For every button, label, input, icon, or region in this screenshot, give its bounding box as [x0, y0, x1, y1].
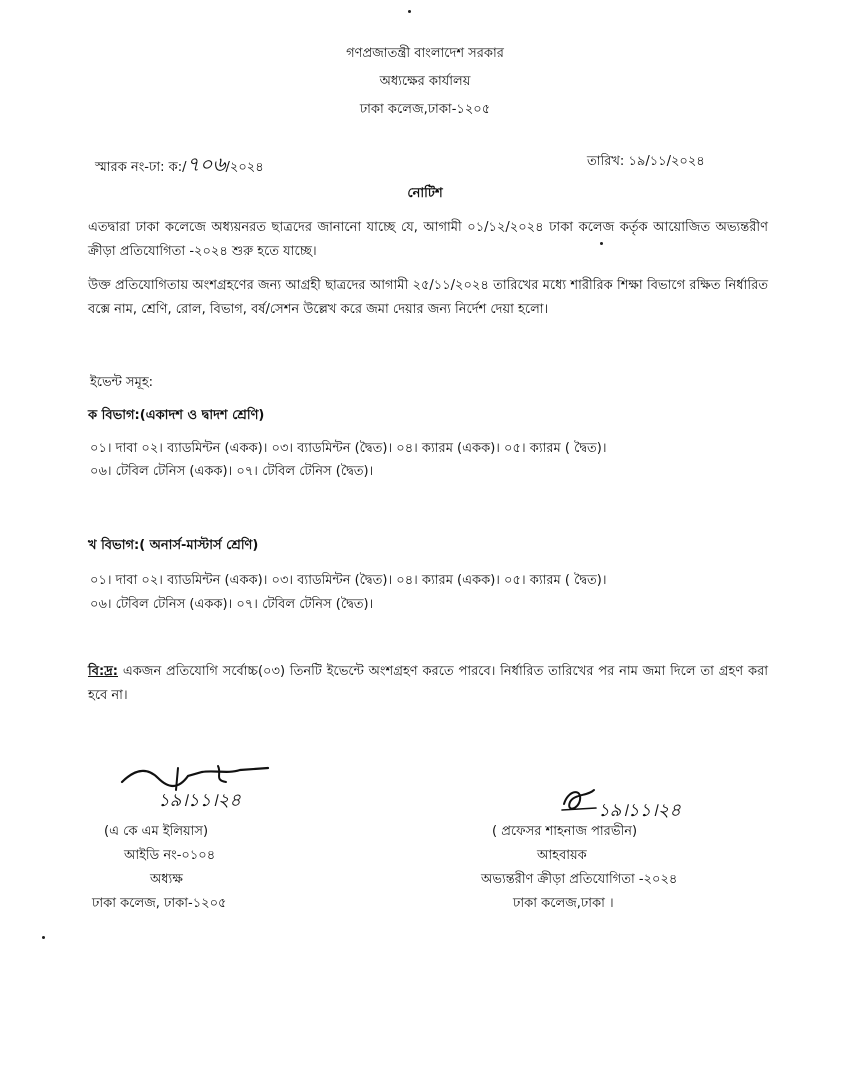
principal-name: (এ কে এম ইলিয়াস) — [104, 824, 209, 839]
memo-ref-suffix: /২০২৪ — [225, 160, 264, 175]
memo-date: তারিখ: ১৯/১১/২০২৪ — [587, 154, 705, 169]
header-government: গণপ্রজাতন্ত্রী বাংলাদেশ সরকার — [346, 46, 504, 61]
notice-paragraph-2: উক্ত প্রতিযোগিতায় অংশগ্রহণের জন্য আগ্রহী ছাত্রদের আগামী ২৫/১১/২০২৪ তারিখের মধ্যে শারীরিক শিক্ষা বিভাগে রক্ষিত নির্ধারিত বক্সে নাম, শ্রেণি, রোল, বিভাগ, বর্ষ/সেশন উল্লেখ করে জমা দেয়ার জন্য নির্দেশ দেয়া হলো। — [88, 278, 768, 317]
scan-speck — [408, 10, 411, 13]
notice-title: নোটিশ — [407, 186, 443, 201]
events-heading: ইভেন্ট সমূহ: — [90, 375, 154, 390]
section-kha-title: খ বিভাগ:( অনার্স-মাস্টার্স শ্রেণি) — [88, 538, 259, 553]
principal-signature-date: ১৯।১১।২৪ — [158, 790, 241, 811]
note-paragraph — [88, 660, 768, 708]
principal-id: আইডি নং-০১০৪ — [124, 848, 216, 863]
section-ka-line-2: ০৬। টেবিল টেনিস (একক)। ০৭। টেবিল টেনিস (দ্বৈত)। — [90, 464, 374, 479]
note-label: বি:দ্র: — [88, 664, 118, 679]
convener-office: ঢাকা কলেজ,ঢাকা । — [513, 896, 614, 911]
principal-office: ঢাকা কলেজ, ঢাকা-১২০৫ — [92, 896, 227, 911]
note-text: একজন প্রতিযোগি সর্বোচ্চ(০৩) তিনটি ইভেন্টে অংশগ্রহণ করতে পারবে। নির্ধারিত তারিখের পর নাম জমা দিলে তা গ্রহণ করা হবে না। — [88, 664, 768, 703]
scan-speck — [600, 242, 603, 245]
header-college: ঢাকা কলেজ,ঢাকা-১২০৫ — [359, 102, 491, 117]
convener-committee: অভ্যন্তরীণ ক্রীড়া প্রতিযোগিতা -২০২৪ — [481, 872, 678, 887]
section-kha-line-2: ০৬। টেবিল টেনিস (একক)। ০৭। টেবিল টেনিস (দ্বৈত)। — [90, 597, 374, 612]
memo-ref-prefix: স্মারক নং-ঢা: ক:/ — [95, 160, 187, 175]
section-kha-line-1: ০১। দাবা ০২। ব্যাডমিন্টন (একক)। ০৩। ব্যাডমিন্টন (দ্বৈত)। ০৪। ক্যারম (একক)। ০৫। ক্যারম ( দ্বৈত)। — [90, 573, 607, 588]
convener-name: ( প্রফেসর শাহনাজ পারভীন) — [492, 824, 638, 839]
header-office: অধ্যক্ষের কার্যালয় — [379, 74, 471, 89]
section-ka-line-1: ০১। দাবা ০২। ব্যাডমিন্টন (একক)। ০৩। ব্যাডমিন্টন (দ্বৈত)। ০৪। ক্যারম (একক)। ০৫। ক্যারম ( দ্বৈত)। — [90, 441, 607, 456]
scan-speck — [42, 936, 45, 939]
convener-signature-date: ১৯।১১।২৪ — [598, 800, 681, 821]
principal-designation: অধ্যক্ষ — [150, 872, 183, 887]
memo-reference — [95, 150, 264, 183]
memo-ref-handwritten: ৭০৬ — [186, 152, 226, 176]
notice-paragraph-1: এতদ্বারা ঢাকা কলেজে অধ্যয়নরত ছাত্রদের জানানো যাচ্ছে যে, আগামী ০১/১২/২০২৪ ঢাকা কলেজ কর্তৃক আয়োজিত অভ্যন্তরীণ ক্রীড়া প্রতিযোগিতা -২০২৪ শুরু হতে যাচ্ছে। — [88, 220, 768, 259]
convener-designation: আহবায়ক — [537, 848, 587, 863]
section-ka-title: ক বিভাগ:(একাদশ ও দ্বাদশ শ্রেণি) — [88, 408, 265, 423]
convener-signature — [558, 784, 600, 818]
